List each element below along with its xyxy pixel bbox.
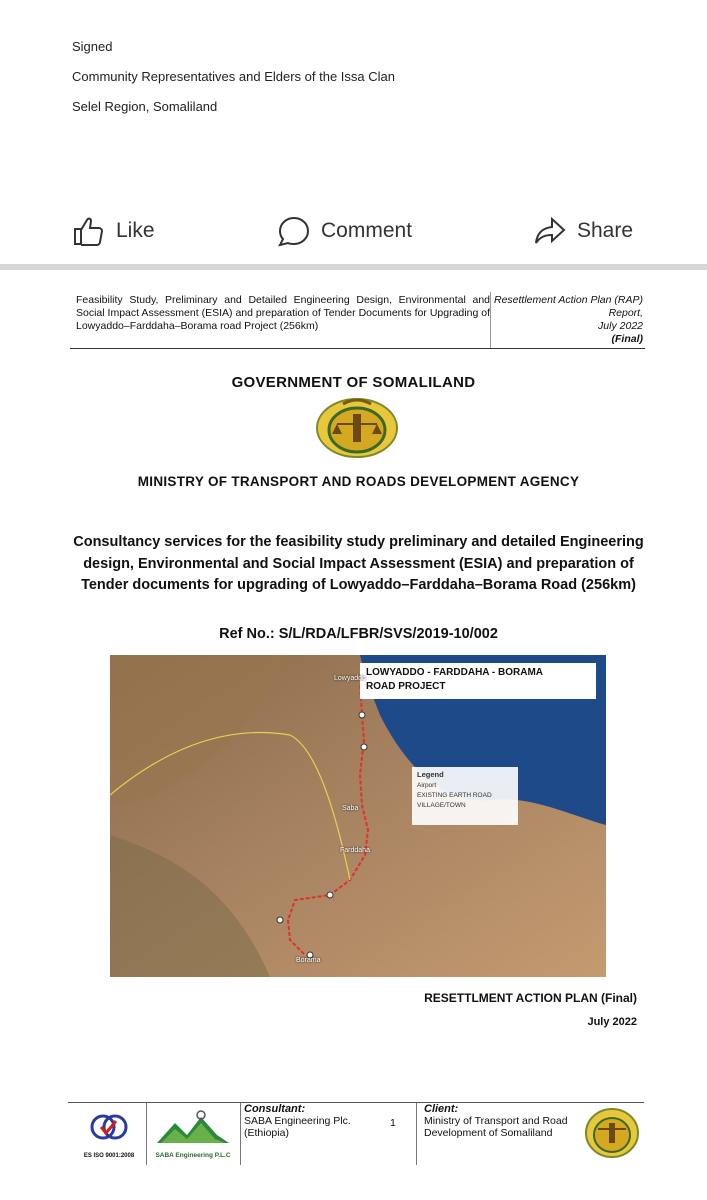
share-label: Share <box>577 219 634 242</box>
saba-logo <box>148 1103 238 1163</box>
consultant-label: Consultant: <box>244 1103 306 1115</box>
consultant-name: SABA Engineering Plc. <box>244 1115 351 1127</box>
client-name: Ministry of Transport and Road <box>424 1115 568 1127</box>
somaliland-seal-icon <box>315 396 399 458</box>
rap-title: RESETTLMENT ACTION PLAN (Final) <box>424 991 637 1005</box>
share-button[interactable] <box>533 215 633 247</box>
document-page[interactable] <box>0 270 707 1200</box>
legend-item-road: EXISTING EARTH ROAD <box>417 792 492 799</box>
consultant-info <box>244 1103 374 1163</box>
map-title-line: ROAD PROJECT <box>366 681 446 692</box>
post-text <box>72 32 395 122</box>
page-number: 1 <box>390 1117 396 1129</box>
iso-logo <box>74 1103 144 1163</box>
post-line: Community Representatives and Elders of the Issa Clan <box>72 69 395 84</box>
consultancy-description: Consultancy services for the feasibility study preliminary and detailed Engineering design, Environmental and Social Impact Assessment (ESIA) and preparation of Tender documents for upgrading of Lowyaddo–Farddaha–Borama Road (256km) <box>73 534 644 593</box>
separator <box>416 1103 417 1165</box>
legend-item-airport: Airport <box>417 782 437 789</box>
ministry-title: MINISTRY OF TRANSPORT AND ROADS DEVELOPMENT AGENCY <box>137 474 580 489</box>
somaliland-seal-icon <box>584 1107 640 1159</box>
saba-logo-label: SABA Engineering P.L.C <box>155 1152 231 1159</box>
client-label: Client: <box>424 1103 459 1115</box>
post-line: Signed <box>72 39 113 54</box>
map-title-box <box>360 663 596 699</box>
consultant-country: (Ethiopia) <box>244 1127 289 1139</box>
comment-icon <box>277 215 311 247</box>
legend-item-village: VILLAGE/TOWN <box>417 802 466 809</box>
header-project-title: Feasibility Study, Preliminary and Detailed Engineering Design, Environmental and Social Impact Assessment (ESIA) and preparation of Tender Documents for Upgrading of Lowyaddo–Farddaha–Borama road Project (256km) <box>76 294 490 332</box>
comment-button[interactable] <box>277 215 412 247</box>
saba-mountain-logo-icon <box>153 1109 233 1147</box>
like-button[interactable] <box>72 215 155 247</box>
separator <box>146 1103 147 1165</box>
thumbs-up-icon <box>72 215 106 247</box>
action-bar <box>0 205 707 257</box>
client-name: Development of Somaliland <box>424 1127 553 1139</box>
share-icon <box>533 215 567 247</box>
header-report-date: July 2022 <box>598 320 643 332</box>
reference-number: Ref No.: S/L/RDA/LFBR/SVS/2019-10/002 <box>219 626 498 642</box>
map-legend <box>412 767 518 825</box>
map-place-label: Saba <box>342 805 359 812</box>
government-title: GOVERNMENT OF SOMALILAND <box>231 374 476 391</box>
legend-title: Legend <box>417 770 444 779</box>
header-report-info <box>493 294 643 346</box>
iso-label: ES ISO 9001:2008 <box>83 1153 135 1159</box>
project-map <box>110 655 606 977</box>
iso-certification-icon <box>89 1109 129 1147</box>
document-footer <box>68 1102 644 1167</box>
map-place-label: Borama <box>296 957 321 964</box>
map-place-label: Lowyaddo <box>334 675 366 682</box>
header-separator <box>490 292 491 348</box>
client-info <box>424 1103 584 1163</box>
map-title-line: LOWYADDO - FARDDAHA - BORAMA <box>366 667 544 678</box>
separator <box>240 1103 241 1165</box>
like-label: Like <box>116 219 155 242</box>
report-date: July 2022 <box>587 1016 637 1028</box>
map-place-label: Farddaha <box>340 847 370 854</box>
header-report-status: (Final) <box>611 333 643 345</box>
post-line: Selel Region, Somaliland <box>72 99 218 114</box>
comment-label: Comment <box>321 219 413 242</box>
satellite-map-image <box>110 655 606 977</box>
header-report-type: Resettlement Action Plan (RAP) Report, <box>493 294 643 319</box>
document-header <box>70 292 645 349</box>
